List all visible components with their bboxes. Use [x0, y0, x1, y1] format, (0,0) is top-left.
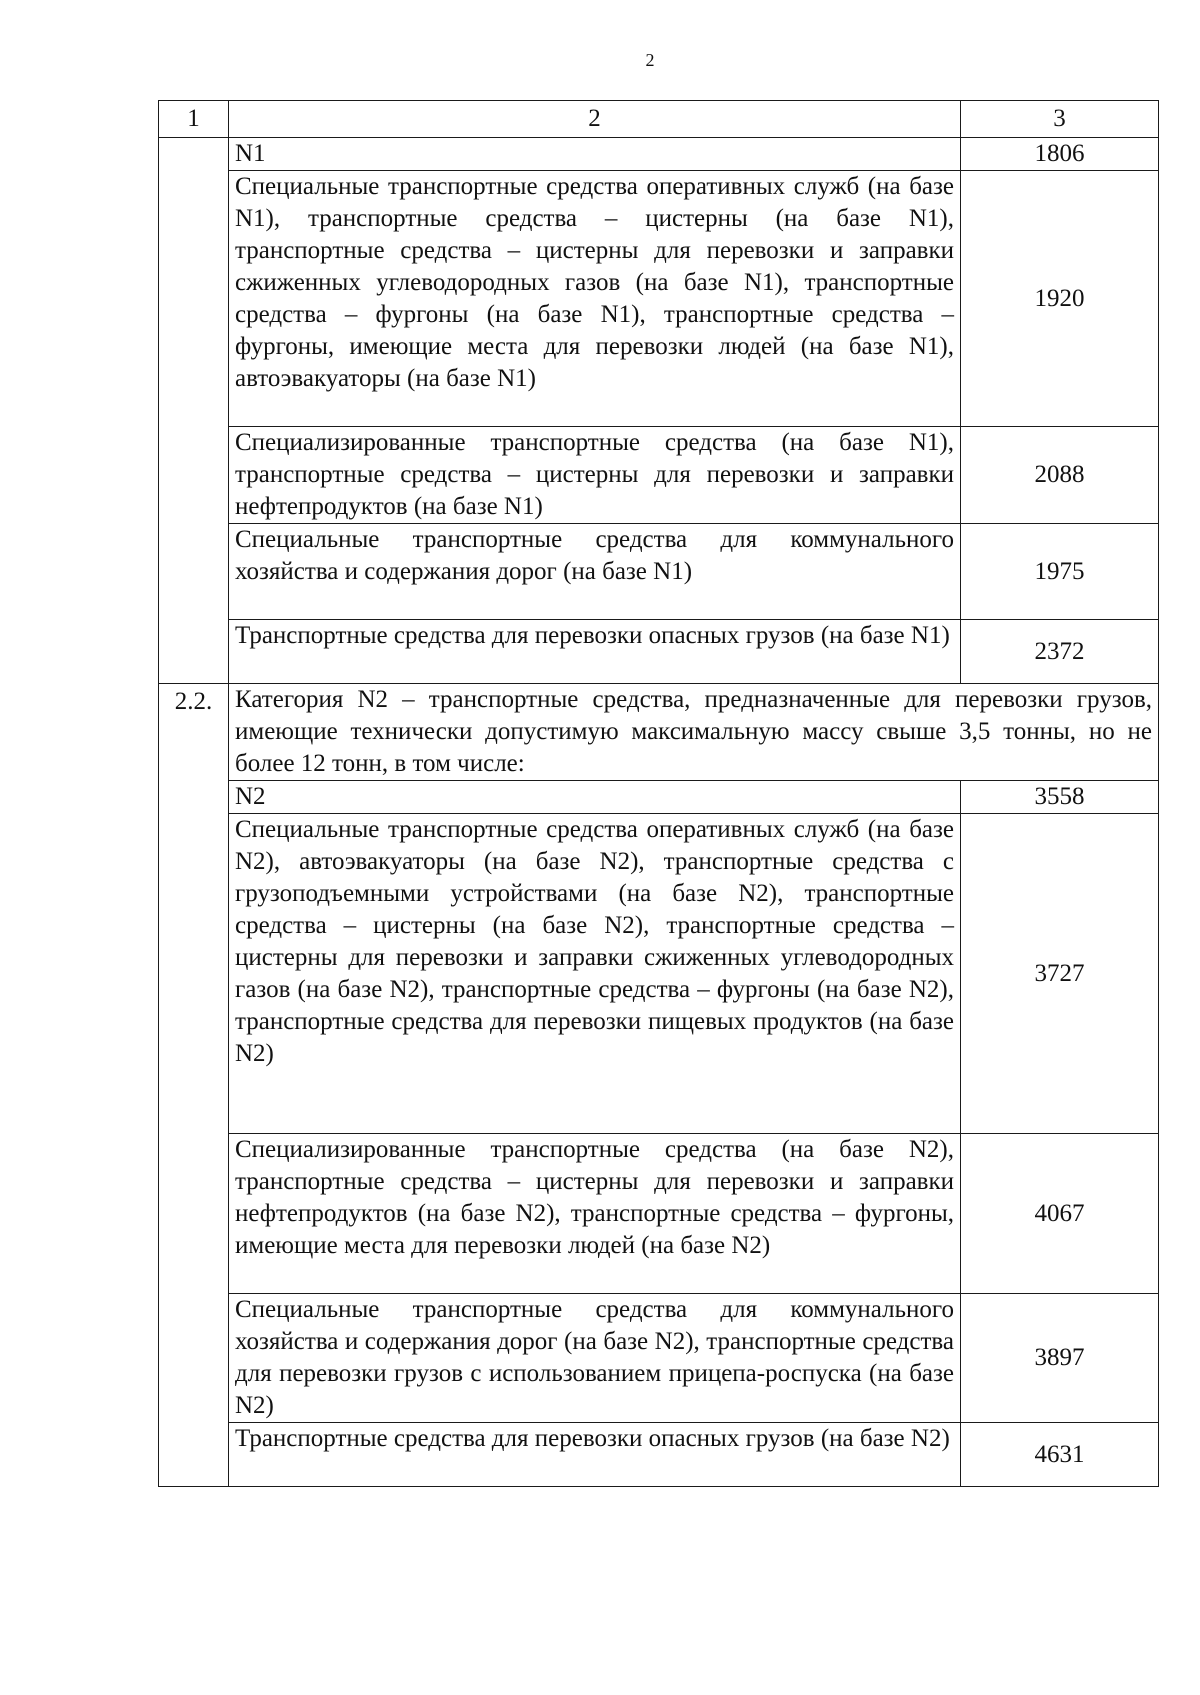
- row-value: 2088: [961, 427, 1159, 524]
- table-row: [159, 427, 1159, 524]
- tariff-table: [158, 100, 1159, 1487]
- header-col-2: 2: [229, 101, 961, 138]
- row-description: Специализированные транспортные средства (на базе N2), транспортные средства – цистерны для перевозки и заправки нефтепродуктов (на базе N2), транспортные средства – фургоны, имеющие места для перевозки людей (на базе N2): [229, 1134, 961, 1294]
- table-header-row: [159, 101, 1159, 138]
- table-row: [159, 138, 1159, 171]
- table-row: [159, 620, 1159, 684]
- header-col-3: 3: [961, 101, 1159, 138]
- table-row: [159, 1294, 1159, 1423]
- row-description: Транспортные средства для перевозки опасных грузов (на базе N1): [229, 620, 961, 684]
- table-row: [159, 171, 1159, 427]
- table-row: [159, 524, 1159, 620]
- section-number: 2.2.: [159, 684, 229, 1487]
- section-number-blank: [159, 138, 229, 684]
- row-value: 4067: [961, 1134, 1159, 1294]
- row-value: 1920: [961, 171, 1159, 427]
- row-description: Специальные транспортные средства для коммунального хозяйства и содержания дорог (на базе N2), транспортные средства для перевозки грузов с использованием прицепа-роспуска (на базе N2): [229, 1294, 961, 1423]
- row-description: Специальные транспортные средства оперативных служб (на базе N2), автоэвакуаторы (на базе N2), транспортные средства с грузоподъемными устройствами (на базе N2), транспортные средства – цистерны (на базе N2), транспортные средства – цистерны для перевозки и заправки сжиженных углеводородных газов (на базе N2), транспортные средства – фургоны (на базе N2), транспортные средства для перевозки пищевых продуктов (на базе N2): [229, 814, 961, 1134]
- table-row: [159, 781, 1159, 814]
- row-description: Специализированные транспортные средства (на базе N1), транспортные средства – цистерны для перевозки и заправки нефтепродуктов (на базе N1): [229, 427, 961, 524]
- row-value: 3897: [961, 1294, 1159, 1423]
- table-row: [159, 814, 1159, 1134]
- row-value: 3727: [961, 814, 1159, 1134]
- page-number: 2: [645, 50, 655, 70]
- row-description: N2: [229, 781, 961, 814]
- row-value: 1806: [961, 138, 1159, 171]
- row-value: 2372: [961, 620, 1159, 684]
- row-description: Транспортные средства для перевозки опасных грузов (на базе N2): [229, 1423, 961, 1487]
- row-value: 3558: [961, 781, 1159, 814]
- row-value: 4631: [961, 1423, 1159, 1487]
- row-value: 1975: [961, 524, 1159, 620]
- table-row: [159, 1134, 1159, 1294]
- row-description: Специальные транспортные средства для коммунального хозяйства и содержания дорог (на базе N1): [229, 524, 961, 620]
- section-category-row: [159, 684, 1159, 781]
- table-row: [159, 1423, 1159, 1487]
- row-description: N1: [229, 138, 961, 171]
- row-description: Специальные транспортные средства оперативных служб (на базе N1), транспортные средства – цистерны (на базе N1), транспортные средства – цистерны для перевозки и заправки сжиженных углеводородных газов (на базе N1), транспортные средства – фургоны (на базе N1), транспортные средства – фургоны, имеющие места для перевозки людей (на базе N1), автоэвакуаторы (на базе N1): [229, 171, 961, 427]
- header-col-1: 1: [159, 101, 229, 138]
- section-category-text: Категория N2 – транспортные средства, предназначенные для перевозки грузов, имеющие технически допустимую максимальную массу свыше 3,5 тонны, но не более 12 тонн, в том числе:: [229, 684, 1159, 781]
